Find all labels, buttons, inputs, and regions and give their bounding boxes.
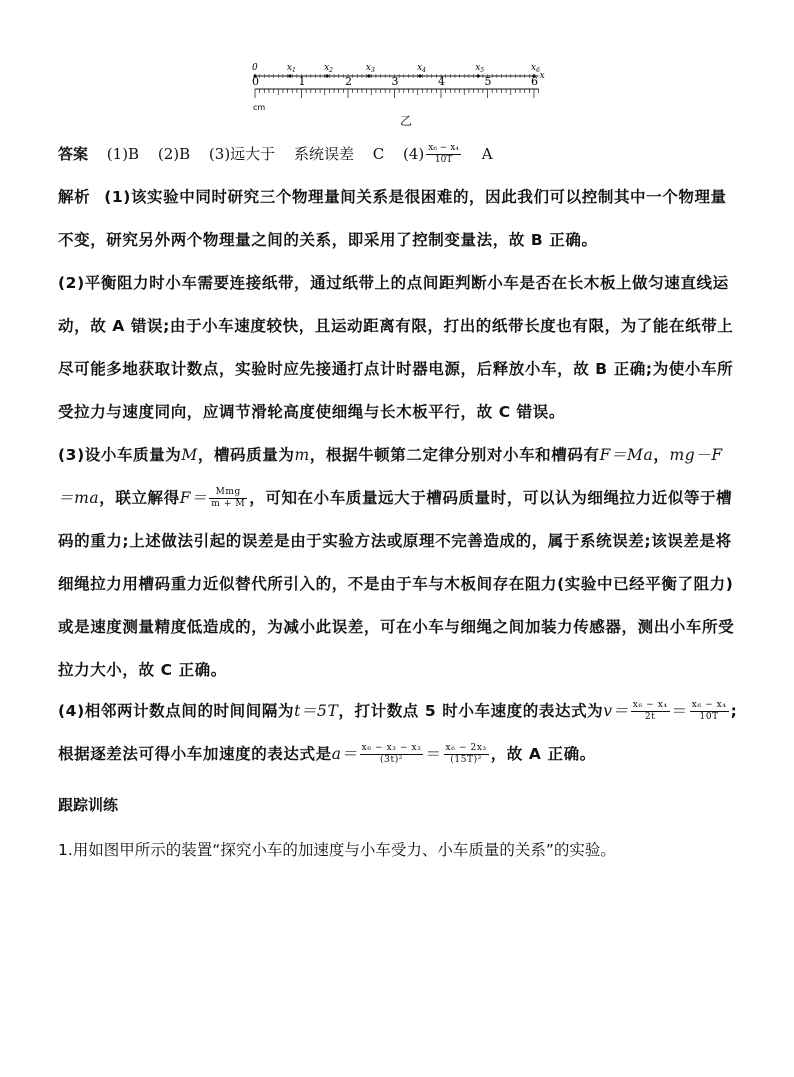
acceleration-fraction-2: $\frac{\text{x₆ − 2x₃}}{\text{(15T)²}}$	[445, 743, 487, 765]
question-1: 1.用如图甲所示的装置“探究小车的加速度与小车受力、小车质量的关系”的实验。	[58, 841, 616, 859]
ruler-number: 4	[438, 75, 445, 88]
point-label: $x_1$	[286, 63, 296, 74]
ruler-number: 2	[345, 75, 352, 88]
ruler-number: 5	[484, 75, 492, 88]
analysis-paragraph-4: (4)相邻两计数点间的时间间隔为t＝5T，打计数点 5 时小车速度的表达式为v＝ $\frac{\text{x₆ − x₄}}{2t}$ ＝ $\frac{\text{x₆ − x₄}}{10T}$ ;根据逐差法可得小车加速度的表达式是a＝ $\frac{\text{x₆ − x₃ − x₃}}{\text{(3t)²}}$ ＝ $\frac{\text{x₆ − 2x₃}}{\text{(15T)²}}$ ，故 A 正确。	[58, 700, 738, 765]
point-label: $x_3$	[365, 63, 375, 74]
answer-label: 答案	[58, 145, 89, 163]
ruler-number: 6	[531, 75, 538, 88]
answer-part-3c: C	[372, 145, 385, 163]
ruler-number: 0	[252, 75, 259, 88]
counting-point	[325, 74, 328, 77]
velocity-fraction-1: $\frac{\text{x₆ − x₄}}{2t}$	[632, 700, 668, 722]
analysis-paragraph-1: 解析 (1)该实验中同时研究三个物理量间关系是很困难的，因此我们可以控制其中一个物理量不变，研究另外两个物理量之间的关系，即采用了控制变量法，故 B 正确。	[58, 188, 727, 249]
figure-caption: 乙	[400, 114, 413, 128]
point-label: $x_5$	[475, 63, 485, 74]
counting-point	[367, 74, 370, 77]
point-label: 0	[252, 63, 258, 73]
followup-title: 跟踪训练	[58, 796, 119, 814]
counting-point	[477, 74, 480, 77]
point-label: $x_2$	[324, 63, 333, 74]
answer-part-4-choice: A	[481, 145, 493, 163]
velocity-fraction-2: $\frac{\text{x₆ − x₄}}{10T}$	[691, 700, 727, 722]
answer-part-4-fraction: $\frac{\text{x₆ − x₄}}{10T}$	[428, 143, 459, 165]
axis-letter: x	[539, 71, 545, 81]
answer-row	[58, 140, 507, 168]
analysis-label: 解析	[58, 188, 91, 206]
ruler-figure	[240, 56, 550, 126]
analysis-paragraph-2: (2)平衡阻力时小车需要连接纸带，通过纸带上的点间距判断小车是否在长木板上做匀速直线运动，故 A 错误;由于小车速度较快，且运动距离有限，打出的纸带长度也有限，为了能在纸带上尽可能多地获取计数点，实验时应先接通打点计时器电源，后释放小车，故 B 正确;为使小车所受拉力与速度同向，应调节滑轮高度使细绳与长木板平行，故 C 错误。	[58, 274, 734, 421]
tension-fraction: $\frac{\text{Mmg}}{m + M}$	[211, 487, 246, 509]
ruler-number: 1	[298, 75, 306, 88]
acceleration-fraction-1: $\frac{\text{x₆ − x₃ − x₃}}{\text{(3t)²}}$	[361, 743, 422, 765]
answer-part-1: (1)B	[106, 145, 140, 163]
analysis-paragraph-3: (3)设小车质量为M，槽码质量为m，根据牛顿第二定律分别对小车和槽码有F＝Ma，mg－F＝ma，联立解得F＝ $\frac{\text{Mmg}}{m + M}$ ，可知在小车质量远大于槽码质量时，可以认为细绳拉力近似等于槽码的重力;上述做法引起的误差是由于实验方法或原理不完善造成的，属于系统误差;该误差是将细绳拉力用槽码重力近似替代所引入的，不是由于车与木板间存在阻力(实验中已经平衡了阻力)或是速度测量精度低造成的，为减小此误差，可在小车与细绳之间加装力传感器，测出小车所受拉力大小，故 C 正确。	[58, 446, 735, 679]
answer-part-3a: (3)远大于	[208, 145, 276, 163]
point-label: $x_4$	[417, 63, 426, 74]
ruler-number: 3	[391, 75, 399, 88]
ruler-diagram	[240, 56, 550, 116]
point-label: $x_6$	[531, 63, 540, 74]
counting-point	[288, 74, 291, 77]
counting-point	[418, 74, 421, 77]
answer-part-2: (2)B	[157, 145, 191, 163]
answer-part-4: (4)	[403, 145, 425, 163]
answer-part-3b: 系统误差	[293, 145, 354, 163]
ruler-unit: cm	[253, 103, 266, 112]
